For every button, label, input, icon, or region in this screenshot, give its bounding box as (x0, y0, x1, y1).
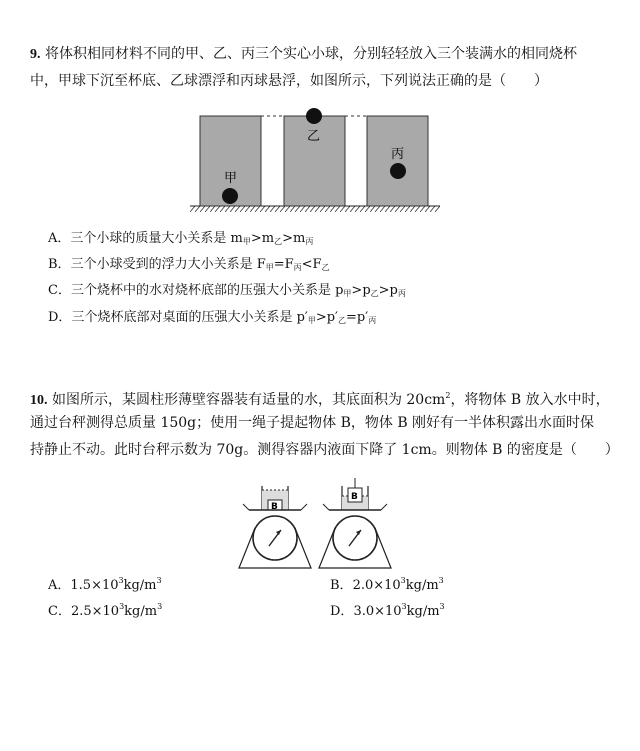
q9-line-1 (30, 44, 577, 65)
q10-figure (235, 476, 405, 576)
q10-line-1: 10. 如图所示，某圆柱形薄壁容器装有适量的水，其底面积为 $20cm^2$，将物体 B 放入水中时， (30, 391, 610, 408)
q9-option-a[interactable]: A．三个小球的质量大小关系是 $m_甲>m_乙>m_丙$ (48, 231, 314, 246)
q10-option-a[interactable]: A．$1.5\times 10^3kg/m^3$ (48, 576, 162, 593)
q9-number: 9. (30, 47, 41, 62)
scale-right (319, 478, 391, 568)
q9-text-2: 中，甲球下沉至杯底、乙球漂浮和丙球悬浮，如图所示，下列说法正确的是（ ） (30, 73, 548, 89)
q10-option-d[interactable]: D．$3.0\times 10^3kg/m^3$ (330, 602, 445, 619)
q9-option-b[interactable]: B．三个小球受到的浮力大小关系是 $F_甲=F_丙<F_乙$ (48, 257, 330, 272)
table-surface (190, 206, 440, 212)
svg-text:B: B (271, 502, 278, 512)
ball-yi (306, 108, 322, 124)
label-yi: 乙 (307, 129, 321, 144)
ball-bing (390, 163, 406, 179)
q9-figure (190, 104, 440, 214)
label-bing: 丙 (391, 147, 405, 162)
q10-option-c[interactable]: C．$2.5\times 10^3kg/m^3$ (48, 602, 163, 619)
q9-option-c[interactable]: C．三个烧杯中的水对烧杯底部的压强大小关系是 $p_甲>p_乙>p_丙$ (48, 283, 406, 298)
q10-line-3: 持静止不动。此时台秤示数为 70g。测得容器内液面下降了 1cm。则物体 B 的密度是（ ） (30, 442, 619, 458)
q10-line-2: 通过台秤测得总质量 150g；使用一绳子提起物体 B，物体 B 刚好有一半体积露出水面时保 (30, 415, 595, 431)
q10-option-b[interactable]: B．$2.0\times 10^3kg/m^3$ (330, 576, 444, 593)
label-jia: 甲 (224, 171, 238, 186)
scale-left (239, 486, 311, 568)
q9-line-2 (30, 71, 548, 91)
q9-text-1: 将体积相同材料不同的甲、乙、丙三个实心小球，分别轻轻放入三个装满水的相同烧杯 (44, 46, 577, 62)
q9-option-d[interactable]: D．三个烧杯底部对桌面的压强大小关系是 $p'_甲>p'_乙=p'_丙$ (48, 310, 377, 325)
q10-number: 10. (30, 393, 48, 408)
ball-jia (222, 188, 238, 204)
svg-text:B: B (351, 492, 358, 502)
